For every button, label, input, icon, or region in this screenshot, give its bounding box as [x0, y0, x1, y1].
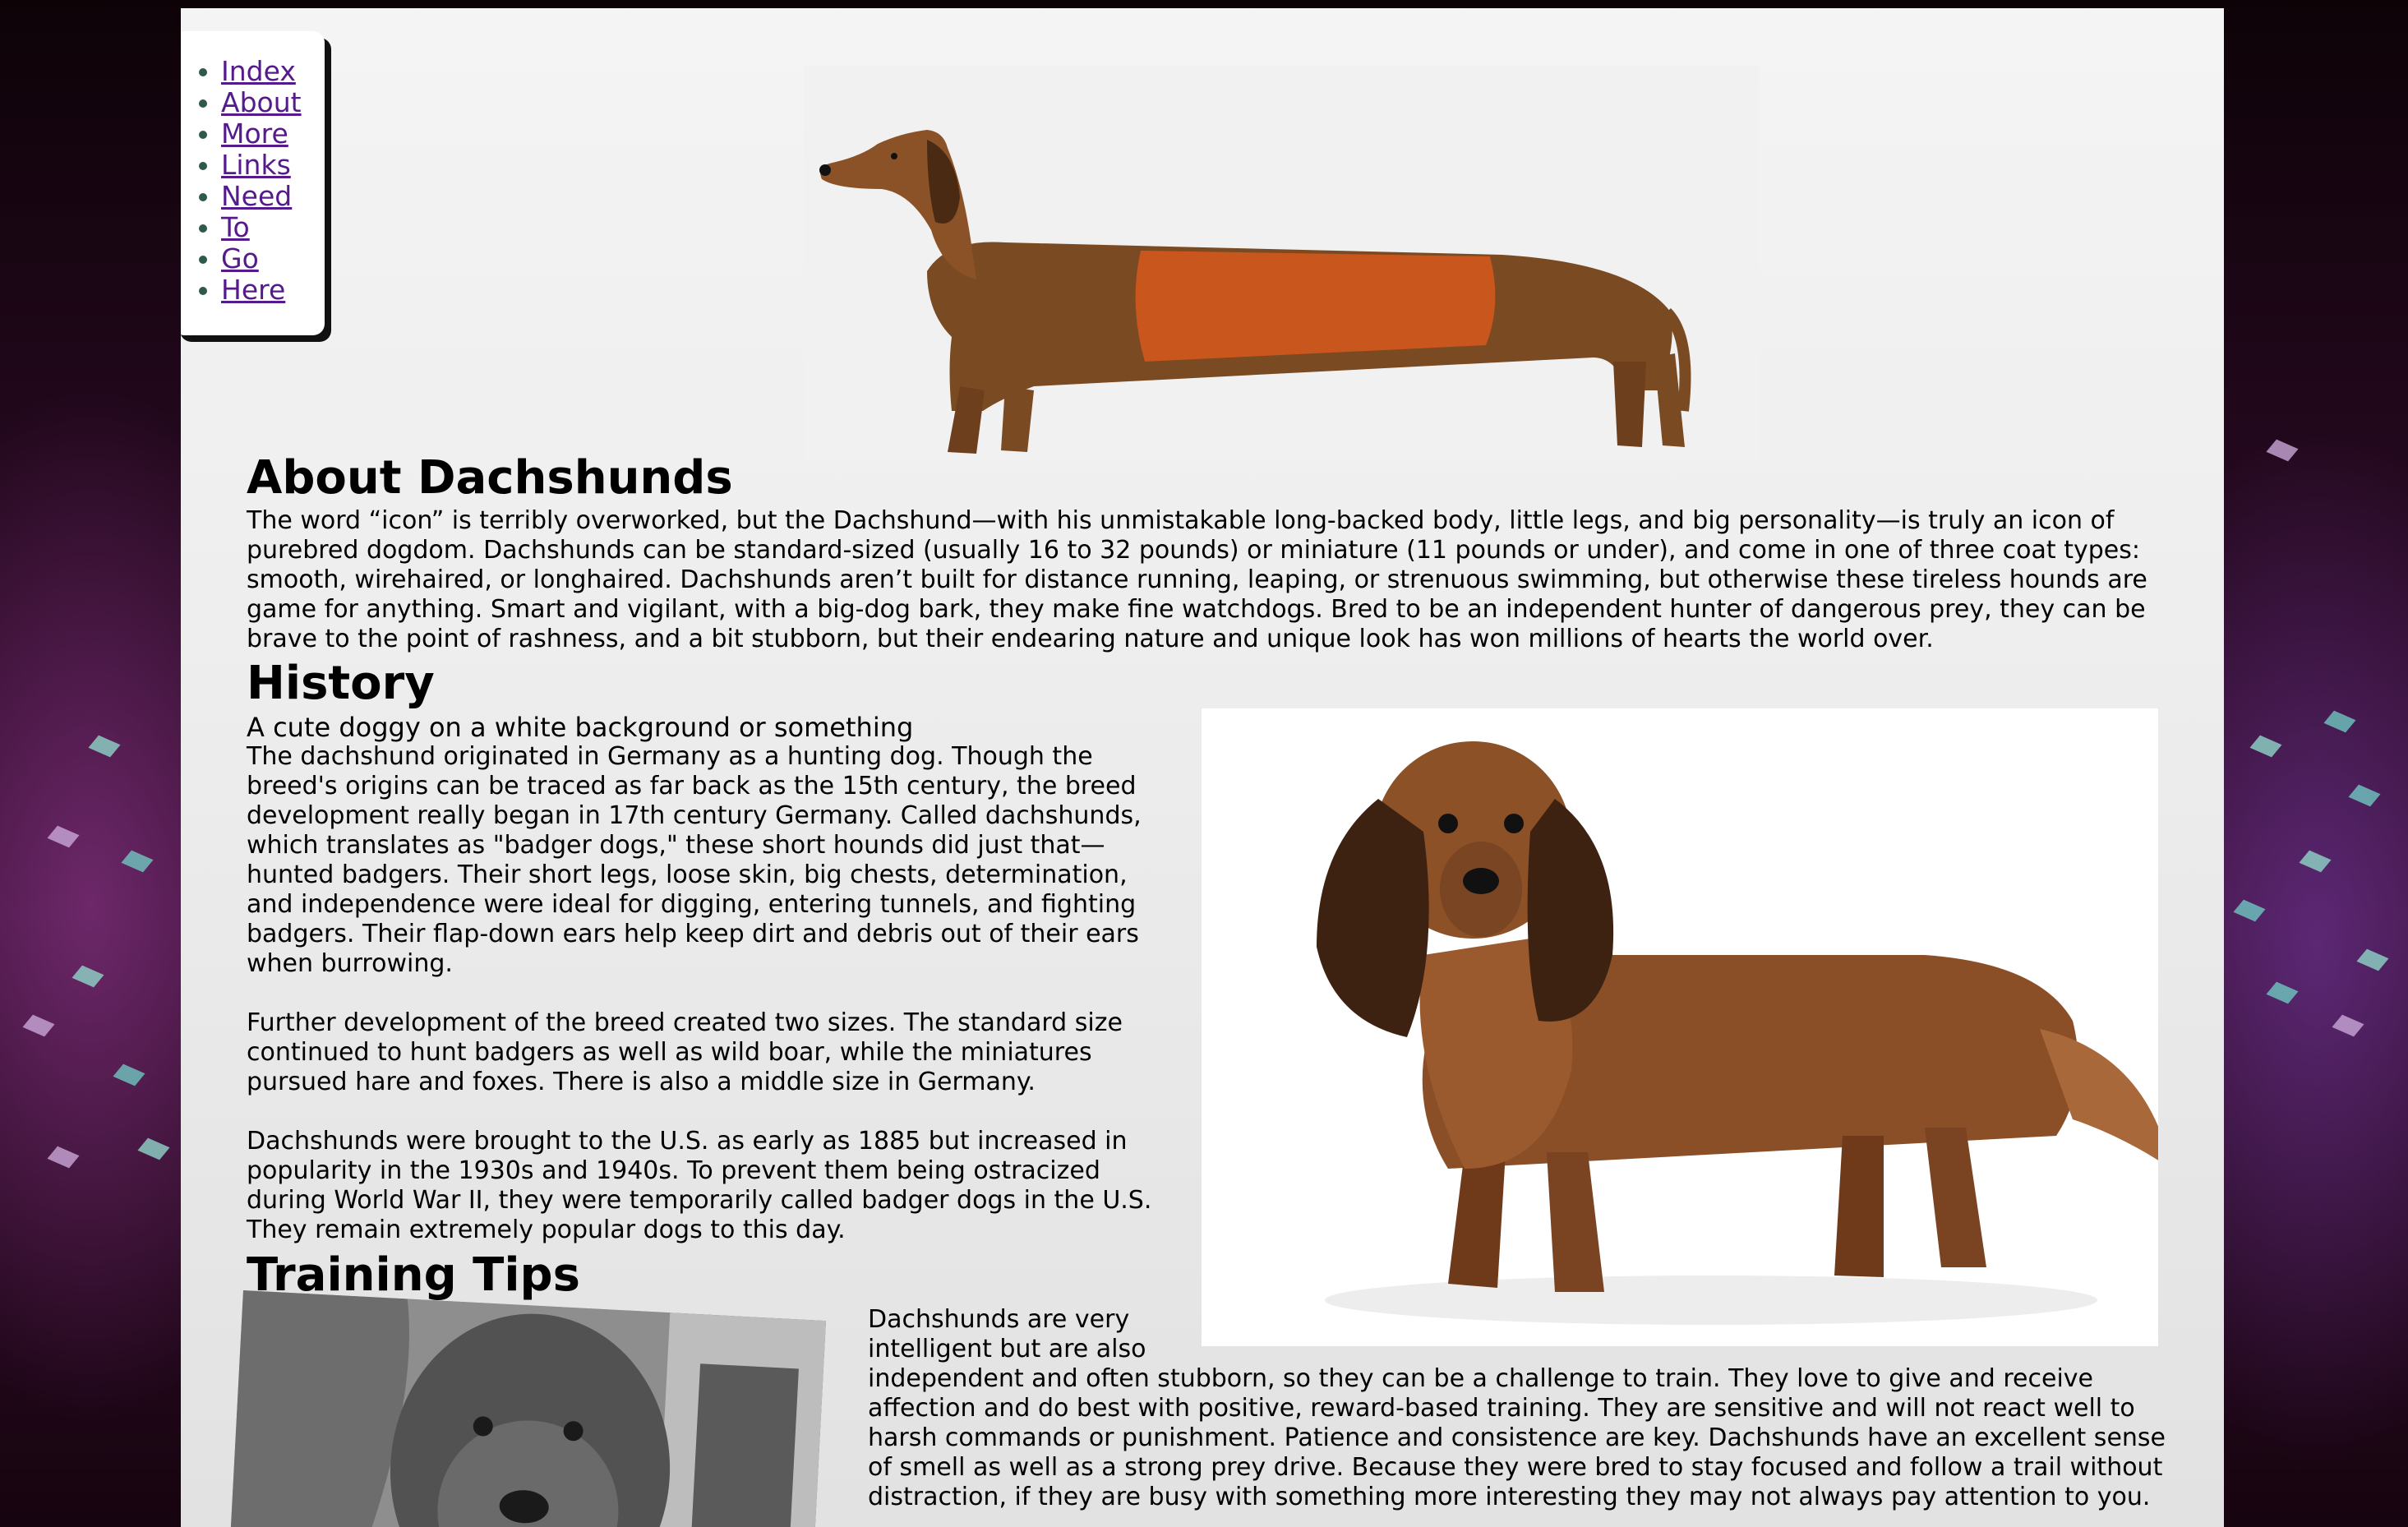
- page-content: [181, 8, 2224, 1527]
- longhaired-dachshund-illustration: [1202, 708, 2158, 1346]
- nav-link-more[interactable]: More: [221, 118, 288, 150]
- nav-item-need: [221, 181, 325, 212]
- history-heading: History: [247, 657, 435, 710]
- training-paragraph: [868, 1305, 2166, 1512]
- long-dachshund-illustration: [804, 66, 1759, 460]
- nav-link-about[interactable]: About: [221, 86, 302, 118]
- nav-item-index: [221, 56, 325, 87]
- longhaired-dachshund-image: [1202, 708, 2158, 1346]
- about-heading: About Dachshunds: [247, 451, 733, 505]
- nav-item-links: [221, 150, 325, 181]
- history-paragraph-3: Dachshunds were brought to the U.S. as early as 1885 but increased in popularity in the 1930s and 1940s. To prevent them being ostracized during World War II, they were temporarily called badger dogs in the U.S. They remain extremely popular dogs to this day.: [247, 1127, 1152, 1244]
- nav-link-here[interactable]: Here: [221, 274, 286, 306]
- nav-menu: [181, 31, 325, 335]
- training-paragraph-start: Dachshunds are very intelligent but are also: [868, 1305, 1146, 1363]
- about-paragraph: The word “icon” is terribly overworked, but the Dachshund—with his unmistakable long-backed body, little legs, and big personality—is truly an icon of purebred dogdom. Dachshunds can be standard-sized (usually 16 to 32 pounds) or miniature (11 pounds or under), and come in one of three coat types: smooth, wirehaired, or longhaired. Dachshunds aren’t built for distance running, leaping, or strenuous swimming, but otherwise these tireless hounds are game for anything. Smart and vigilant, with a big-dog bark, they make fine watchdogs. Bred to be an independent hunter of dangerous prey, they can be brave to the point of rashness, and a bit stubborn, but their endearing nature and unique look has won millions of hearts the world over.: [247, 506, 2147, 653]
- grayscale-dachshund-illustration: [229, 1290, 826, 1527]
- history-image-caption: A cute doggy on a white background or something: [247, 712, 914, 743]
- nav-link-need[interactable]: Need: [221, 180, 293, 212]
- training-paragraph-rest: independent and often stubborn, so they can be a challenge to train. They love to give and receive affection and do best with positive, reward-based training. They are sensitive and will not react well to harsh commands or punishment. Patience and consistence are key. Dachshunds have an excellent sense of smell as well as a strong prey drive. Because they were bred to stay focused and follow a trail without distraction, if they are busy with something more interesting they may not always pay attention to you.: [868, 1364, 2166, 1511]
- training-heading: Training Tips: [247, 1248, 580, 1302]
- long-dachshund-banner-image: [804, 66, 1759, 460]
- nav-link-index[interactable]: Index: [221, 55, 296, 87]
- history-paragraph-2: Further development of the breed created two sizes. The standard size continued to hunt badgers as well as wild boar, while the miniatures pursued hare and foxes. There is also a middle size in Germany.: [247, 1008, 1123, 1096]
- nav-item-to: [221, 212, 325, 243]
- nav-item-about: [221, 87, 325, 118]
- nav-link-go[interactable]: Go: [221, 242, 259, 274]
- grayscale-dachshund-image: [229, 1290, 826, 1527]
- nav-item-here: [221, 274, 325, 306]
- nav-link-links[interactable]: Links: [221, 149, 291, 181]
- history-paragraph-1: The dachshund originated in Germany as a hunting dog. Though the breed's origins can be traced as far back as the 15th century, the breed development really began in 17th century Germany. Called dachshunds, which translates as "badger dogs," these short hounds did just that—hunted badgers. Their short legs, loose skin, big chests, determination, and independence were ideal for digging, entering tunnels, and fighting badgers. Their flap-down ears help keep dirt and debris out of their ears when burrowing.: [247, 742, 1142, 978]
- nav-item-more: [221, 118, 325, 150]
- nav-list: [181, 31, 325, 306]
- nav-link-to[interactable]: To: [221, 211, 250, 243]
- nav-item-go: [221, 243, 325, 274]
